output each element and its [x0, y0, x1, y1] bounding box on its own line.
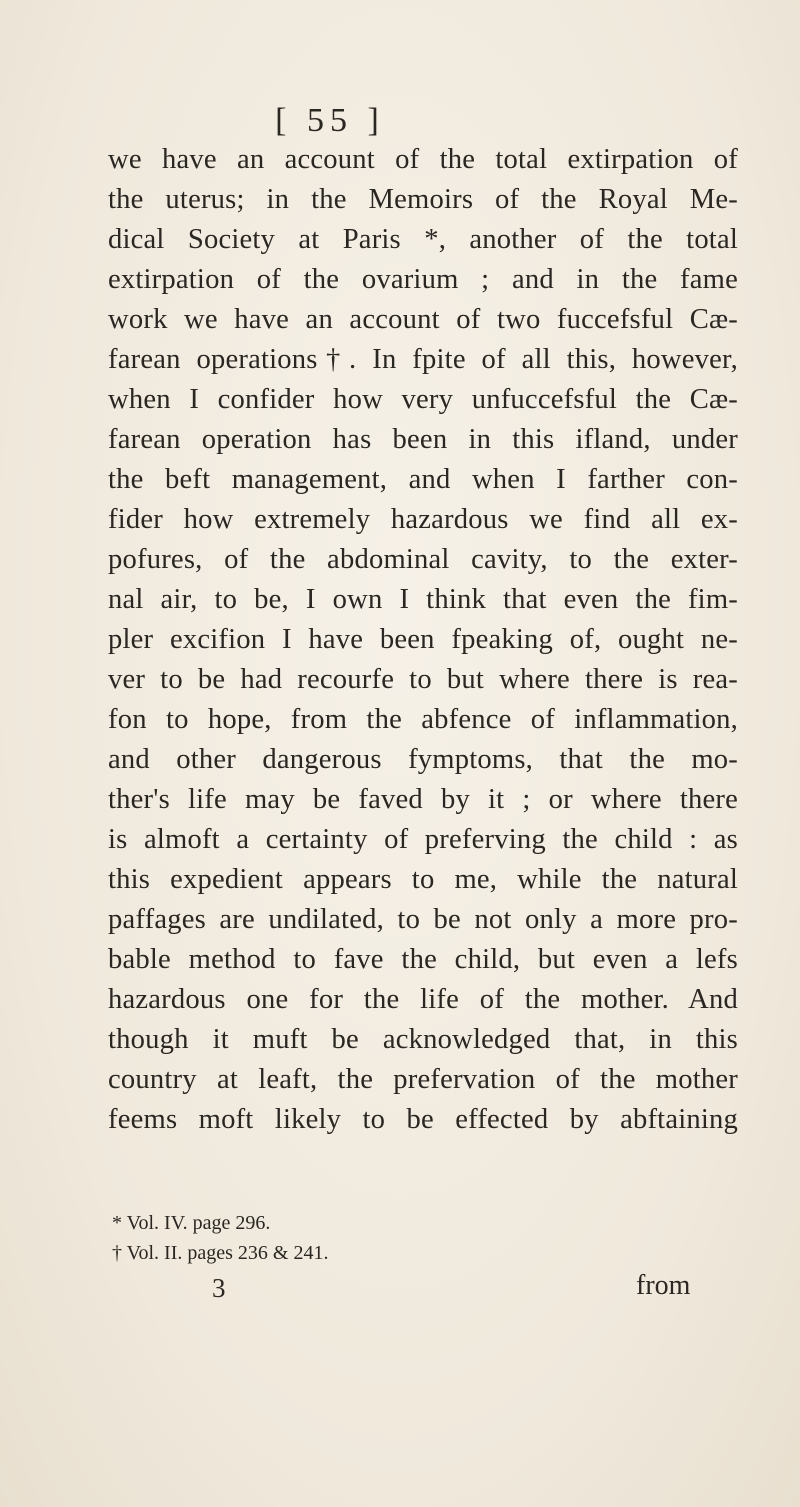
text-line: dical Society at Paris *, another of the total	[108, 224, 738, 255]
text-line: we have an account of the total extirpation of	[108, 144, 738, 175]
text-line: paffages are undilated, to be not only a more pro-	[108, 904, 738, 935]
text-line: this expedient appears to me, while the natural	[108, 864, 738, 895]
text-line: work we have an account of two fuccefsful Cæ-	[108, 304, 738, 335]
text-line: fon to hope, from the abfence of inflammation,	[108, 704, 738, 735]
text-line: country at leaft, the prefervation of the mother	[108, 1064, 738, 1095]
text-line: pofures, of the abdominal cavity, to the exter-	[108, 544, 738, 575]
text-line: nal air, to be, I own I think that even the fim-	[108, 584, 738, 615]
text-line: ther's life may be faved by it ; or where there	[108, 784, 738, 815]
text-line: is almoft a certainty of preferving the child : as	[108, 824, 738, 855]
text-line: ver to be had recourfe to but where there is rea-	[108, 664, 738, 695]
text-line: the beft management, and when I farther con-	[108, 464, 738, 495]
signature-mark: 3	[212, 1273, 226, 1303]
text-line: hazardous one for the life of the mother. And	[108, 984, 738, 1015]
text-line: feems moft likely to be effected by abftaining	[108, 1104, 738, 1135]
text-line: farean operation has been in this ifland, under	[108, 424, 738, 455]
text-line: fider how extremely hazardous we find all ex-	[108, 504, 738, 535]
page-number: [ 55 ]	[275, 102, 385, 139]
text-line: farean operations†. In fpite of all this, however,	[108, 344, 738, 375]
text-line: though it muft be acknowledged that, in this	[108, 1024, 738, 1055]
text-line: extirpation of the ovarium ; and in the fame	[108, 264, 738, 295]
text-line: pler excifion I have been fpeaking of, ought ne-	[108, 624, 738, 655]
catchword: from	[636, 1270, 691, 1301]
text-line: and other dangerous fymptoms, that the mo-	[108, 744, 738, 775]
text-line: bable method to fave the child, but even a lefs	[108, 944, 738, 975]
footnote: * Vol. IV. page 296.	[112, 1212, 271, 1234]
footnote: † Vol. II. pages 236 & 241.	[112, 1242, 329, 1264]
text-line: when I confider how very unfuccefsful the Cæ-	[108, 384, 738, 415]
text-line: the uterus; in the Memoirs of the Royal Me-	[108, 184, 738, 215]
